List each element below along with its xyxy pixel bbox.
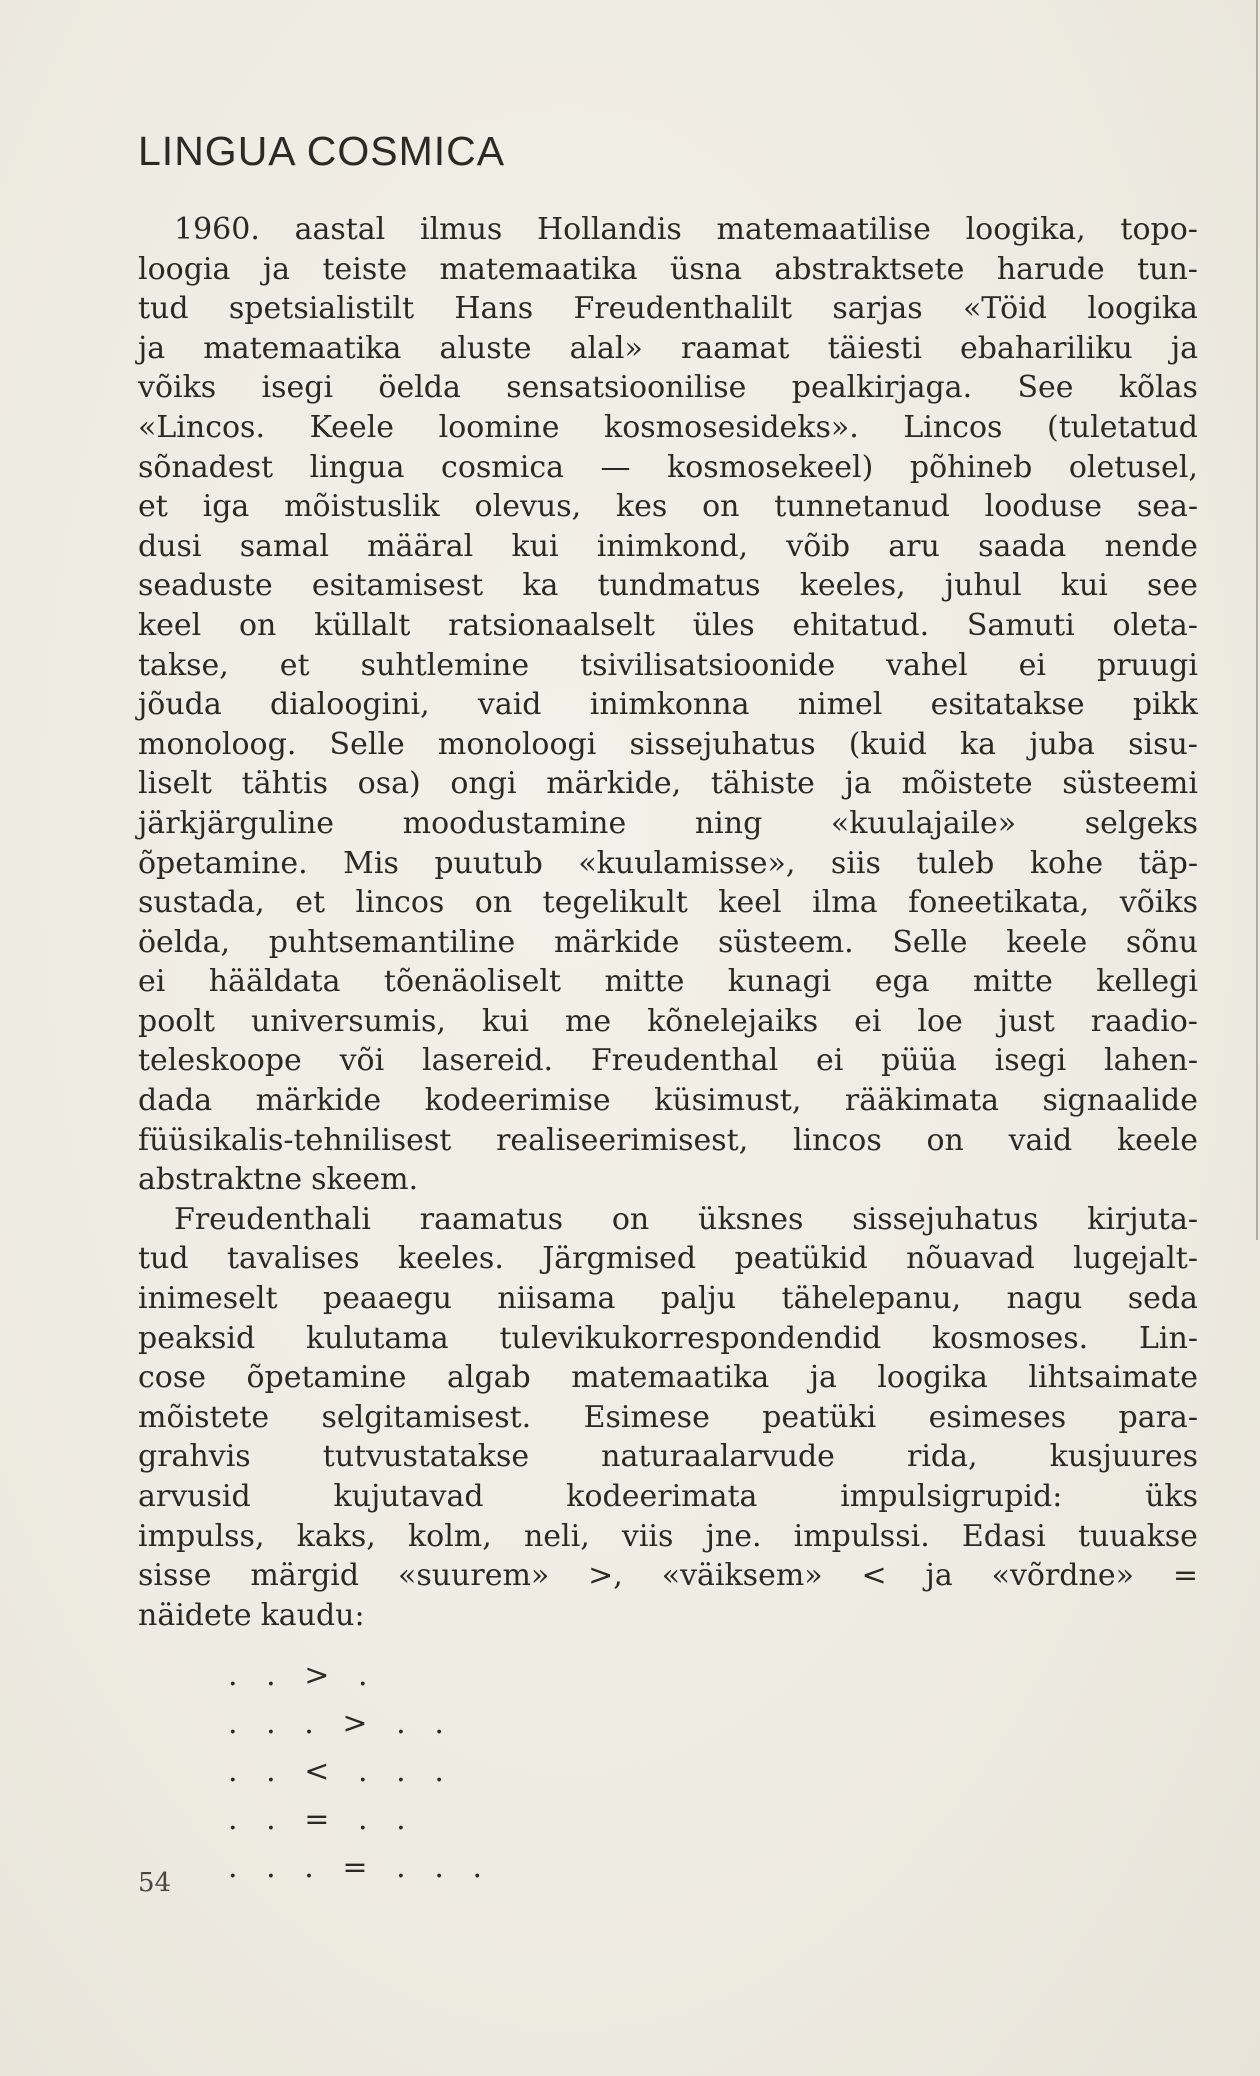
text-line: öelda, puhtsemantiline märkide süsteem. Selle keele sõnu [138,924,1198,960]
text-line: dusi samal määral kui inimkond, võib aru saada nende [138,528,1198,564]
text-line: järkjärguline moodustamine ning «kuulajaile» selgeks [138,805,1198,841]
text-line: sõnadest lingua cosmica — kosmosekeel) põhineb oletusel, [138,449,1198,485]
text-line: keel on küllalt ratsionaalselt üles ehitatud. Samuti oleta- [138,607,1198,643]
example-row: . . < . . . [228,1754,444,1789]
example-row: . . > . [228,1658,368,1693]
text-line: näidete kaudu: [138,1597,365,1633]
text-line: grahvis tutvustatakse naturaalarvude rida, kusjuures [138,1439,1198,1475]
text-line: peaksid kulutama tulevikukorrespondendid kosmoses. Lin- [138,1320,1198,1356]
text-line: abstraktne skeem. [138,1162,419,1198]
page-number: 54 [138,1868,172,1898]
chapter-heading: LINGUA COSMICA [138,128,506,174]
example-row: . . . > . . [228,1706,444,1741]
text-line: teleskoope või lasereid. Freudenthal ei püüa isegi lahen- [138,1043,1198,1079]
paragraph-2 [138,1200,1198,1636]
text-line: monoloog. Selle monoloogi sissejuhatus (kuid ka juba sisu- [138,726,1198,762]
text-line: liselt tähtis osa) ongi märkide, tähiste ja mõistete süsteemi [138,766,1198,802]
text-line: 1960. aastal ilmus Hollandis matemaatilise loogika, topo- [174,212,1198,247]
text-line: võiks isegi öelda sensatsioonilise pealkirjaga. See kõlas [138,370,1198,406]
text-line: poolt universumis, kui me kõnelejaiks ei loe just raadio- [138,1003,1198,1039]
text-line: «Lincos. Keele loomine kosmosesideks». Lincos (tuletatud [138,409,1198,445]
text-line: sustada, et lincos on tegelikult keel ilma foneetikata, võiks [138,885,1198,921]
text-line: seaduste esitamisest ka tundmatus keeles, juhul kui see [138,568,1198,604]
body-text [138,210,1198,1635]
page-edge-shadow [1256,0,1258,1240]
text-line: füüsikalis-tehnilisest realiseerimisest, lincos on vaid keele [138,1122,1198,1158]
text-line: Freudenthali raamatus on üksnes sissejuhatus kirjuta- [174,1201,1198,1237]
text-line: jõuda dialoogini, vaid inimkonna nimel esitatakse pikk [138,687,1198,723]
text-line: ei hääldata tõenäoliselt mitte kunagi ega mitte kellegi [138,964,1198,1000]
text-line: cose õpetamine algab matemaatika ja loogika lihtsaimate [138,1360,1198,1396]
text-line: sisse märgid «suurem» >, «väiksem» < ja «võrdne» = [138,1558,1198,1594]
text-line: et iga mõistuslik olevus, kes on tunnetanud looduse sea- [138,489,1198,525]
symbol-examples [228,1652,482,1892]
text-line: inimeselt peaaegu niisama palju tähelepanu, nagu seda [138,1281,1198,1317]
text-line: dada märkide kodeerimise küsimust, rääkimata signaalide [138,1083,1198,1119]
text-line: ja matemaatika aluste alal» raamat täiesti ebahariliku ja [138,330,1198,366]
text-line: loogia ja teiste matemaatika üsna abstraktsete harude tun- [138,251,1198,287]
example-row: . . . = . . . [228,1850,483,1885]
text-line: takse, et suhtlemine tsivilisatsioonide vahel ei pruugi [138,647,1198,683]
text-line: arvusid kujutavad kodeerimata impulsigrupid: üks [138,1479,1198,1514]
text-line: mõistete selgitamisest. Esimese peatüki esimeses para- [138,1399,1198,1435]
text-line: õpetamine. Mis puutub «kuulamisse», siis tuleb kohe täp- [138,845,1198,881]
text-line: tud tavalises keeles. Järgmised peatükid nõuavad lugejalt- [138,1241,1198,1277]
text-line: tud spetsialistilt Hans Freudenthalilt sarjas «Töid loogika [138,291,1198,327]
text-line: impulss, kaks, kolm, neli, viis jne. impulssi. Edasi tuuakse [138,1518,1198,1554]
paragraph-1 [138,210,1198,1200]
example-row: . . = . . [228,1802,406,1837]
